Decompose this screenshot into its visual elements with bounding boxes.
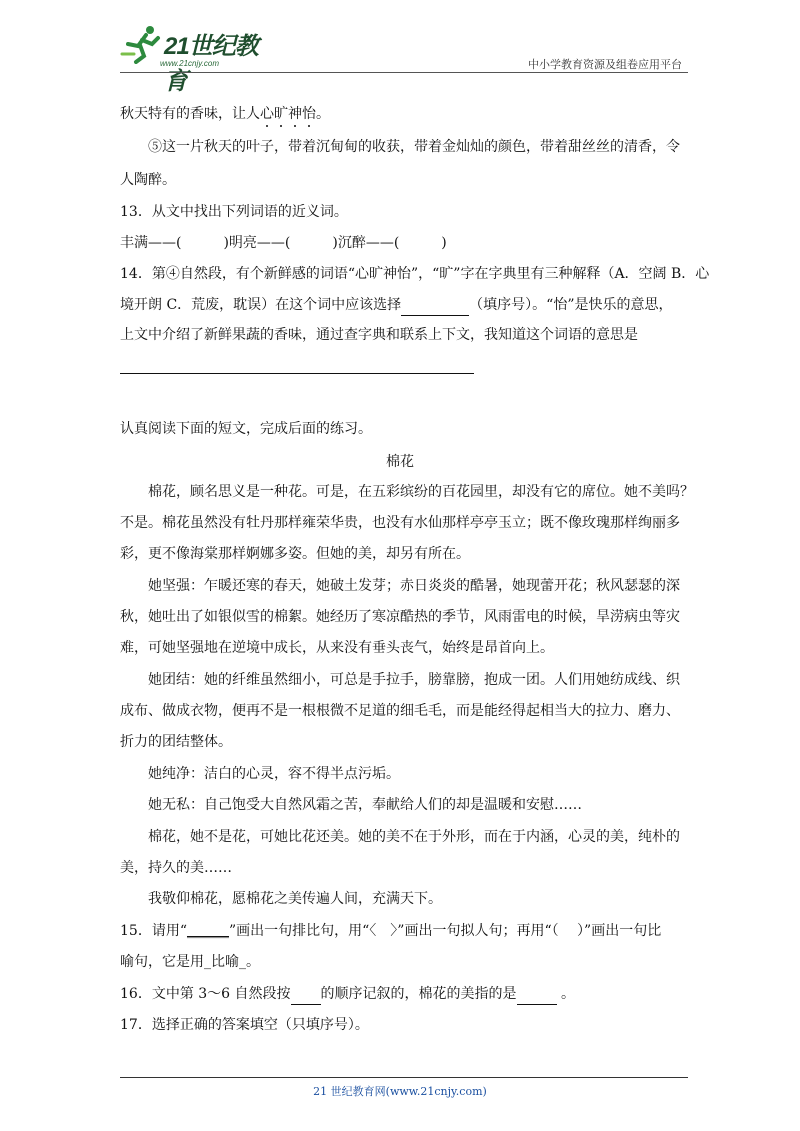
answer-blank[interactable] (517, 984, 557, 1005)
footer-link[interactable]: 21 世纪教育网(www.21cnjy.com) (313, 1085, 487, 1098)
passage2-p2-l1: 她坚强：乍暖还寒的春天，她破土发芽；赤日炎炎的酷暑，她现蕾开花；秋风瑟瑟的深 (148, 578, 680, 594)
header-divider (120, 72, 688, 73)
question-14-line1: 14．第④自然段，有个新鲜感的词语“心旷神怡”，“旷”字在字典里有三种解释（A．空阔 B．心 (120, 266, 710, 282)
passage2-p3-l1: 她团结：她的纤维虽然细小，可总是手拉手，膀靠膀，抱成一团。人们用她纺成线、织 (148, 672, 680, 688)
passage2-p3-l2: 成布、做成衣物，便再不是一根根微不足道的细毛毛，而是能经得起相当大的拉力、磨力、 (120, 703, 680, 719)
passage-title: 棉花 (386, 454, 414, 470)
dotted-char: 神 (288, 106, 302, 122)
passage2-p7: 我敬仰棉花，愿棉花之美传遍人间，充满天下。 (148, 891, 442, 907)
answer-line[interactable] (120, 373, 474, 374)
paragraph-5-line2: 人陶醉。 (120, 172, 176, 188)
passage2-p6-l2: 美，持久的美…… (120, 860, 232, 876)
dotted-char: 心 (260, 106, 274, 122)
platform-label: 中小学教育资源及组卷应用平台 (528, 58, 682, 71)
passage2-p2-l3: 难，可她坚强地在逆境中成长，从来没有垂头丧气，始终是昂首向上。 (120, 640, 554, 656)
paragraph-5-line1: ⑤这一片秋天的叶子，带着沉甸甸的收获，带着金灿灿的颜色，带着甜丝丝的清香，令 (148, 139, 680, 155)
question-14-line3: 上文中介绍了新鲜果蔬的香味，通过查字典和联系上下文，我知道这个词语的意思是 (120, 327, 638, 343)
dotted-char: 旷 (274, 106, 288, 122)
question-13: 13．从文中找出下列词语的近义词。 (120, 204, 348, 220)
passage2-p1-l1: 棉花，顾名思义是一种花。可是，在五彩缤纷的百花园里，却没有它的席位。她不美吗？ (148, 484, 694, 500)
runner-logo-icon (120, 24, 164, 64)
answer-blank[interactable] (291, 984, 321, 1005)
question-15-line2: 喻句，它是用_比喻_。 (120, 954, 260, 970)
passage2-p1-l2: 不是。棉花虽然没有牡丹那样雍荣华贵，也没有水仙那样亭亭玉立；既不像玫瑰那样绚丽多 (120, 515, 680, 531)
passage2-p3-l3: 折力的团结整体。 (120, 734, 232, 750)
underline-marker: ______ (186, 923, 229, 939)
passage2-p1-l3: 彩，更不像海棠那样婀娜多姿。但她的美，却另有所在。 (120, 546, 470, 562)
logo-text: 21世纪教育 (164, 33, 258, 95)
reading-instruction: 认真阅读下面的短文，完成后面的练习。 (120, 421, 372, 437)
question-16: 16．文中第 3～6 自然段按 的顺序记叙的，棉花的美指的是 。 (120, 984, 575, 1005)
footer-divider (120, 1077, 688, 1078)
answer-blank[interactable] (401, 295, 469, 316)
passage1-line: 秋天特有的香味，让人心旷神怡。 (120, 106, 330, 122)
question-13-answers: 丰满——( )明亮——( )沉醉——( ) (120, 235, 447, 251)
passage2-p6-l1: 棉花，她不是花，可她比花还美。她的美不在于外形，而在于内涵，心灵的美，纯朴的 (148, 829, 680, 845)
question-17: 17．选择正确的答案填空（只填序号）。 (120, 1017, 369, 1033)
passage2-p4: 她纯净：洁白的心灵，容不得半点污垢。 (148, 766, 400, 782)
question-14-line2: 境开朗 C．荒废，耽误）在这个词中应该选择 （填序号）。“怡”是快乐的意思， (120, 295, 673, 316)
passage2-p2-l2: 秋，她吐出了如银似雪的棉絮。她经历了寒凉酷热的季节，风雨雷电的时候，旱涝病虫等灾 (120, 609, 680, 625)
logo-url: www.21cnjy.com (160, 59, 219, 68)
site-logo (120, 20, 280, 95)
page-header (120, 20, 688, 95)
question-15-line1: 15．请用“______”画出一句排比句，用“〈 〉”画出一句拟人句；再用“（ ）”画出一句比 (120, 923, 662, 939)
passage2-p5: 她无私：自己饱受大自然风霜之苦，奉献给人们的却是温暖和安慰…… (148, 797, 582, 813)
dotted-char: 怡 (302, 106, 316, 122)
